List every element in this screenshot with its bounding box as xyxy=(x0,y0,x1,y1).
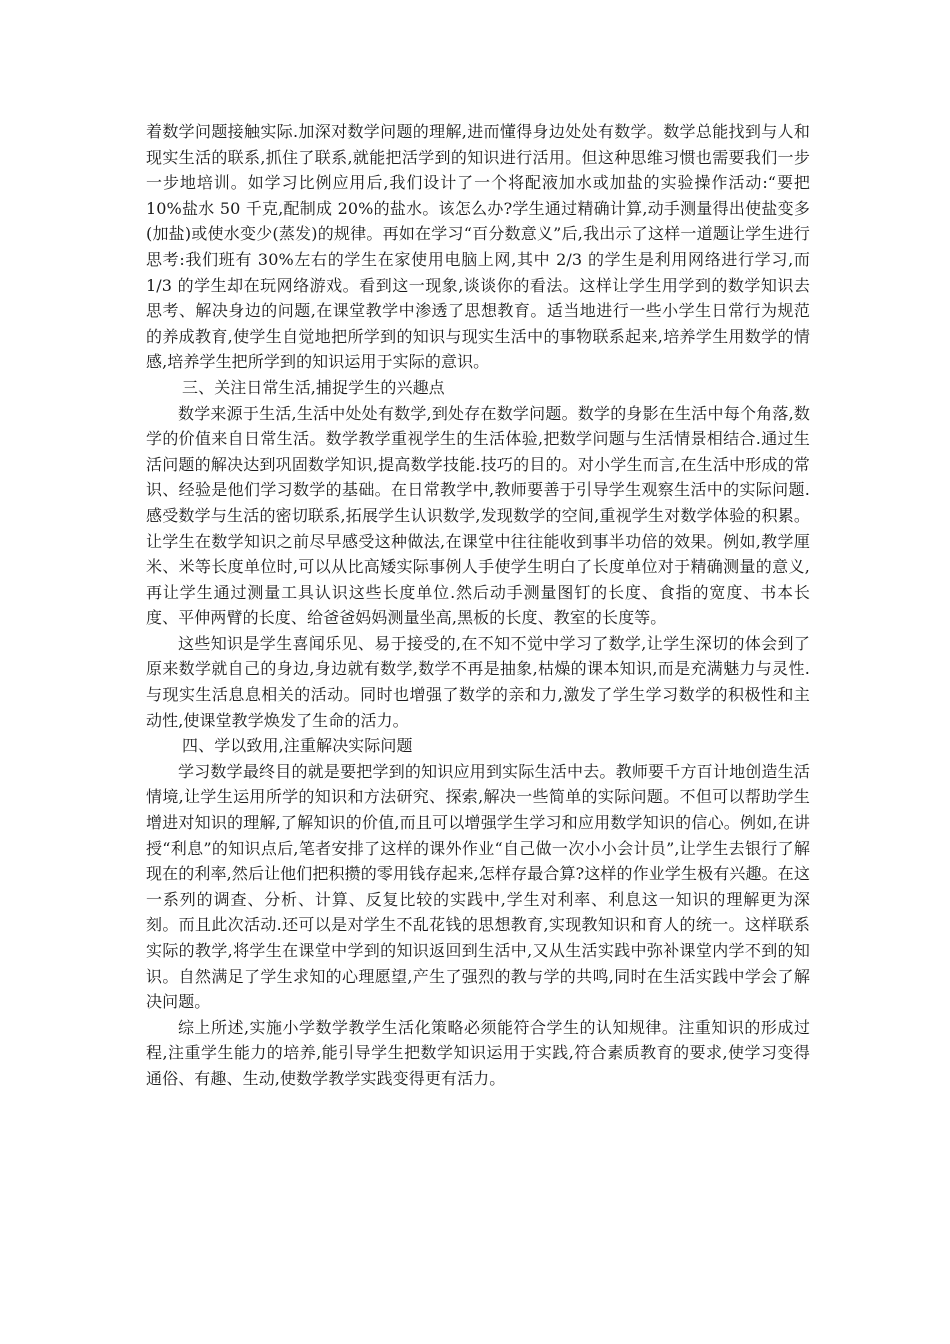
paragraph-section-3-followup: 这些知识是学生喜闻乐见、易于接受的,在不知不觉中学习了数学,让学生深切的体会到了原来数学就自己的身边,身边就有数学,数学不再是抽象,枯燥的课本知识,而是充满魅力与灵性.与现实生活息息相关的活动。同时也增强了数学的亲和力,激发了学生学习数学的积极性和主动性,使课堂教学焕发了生命的活力。 xyxy=(146,633,810,730)
paragraph-section-4-body: 学习数学最终目的就是要把学到的知识应用到实际生活中去。教师要千方百计地创造生活情境,让学生运用所学的知识和方法研究、探索,解决一些简单的实际问题。不但可以帮助学生增进对知识的理解,了解知识的价值,而且可以增强学生学习和应用数学知识的信心。例如,在讲授“利息”的知识点后,笔者安排了这样的课外作业“自己做一次小小会计员”,让学生去银行了解现在的利率,然后让他们把积攒的零用钱存起来,怎样存最合算?这样的作业学生极有兴趣。在这一系列的调查、分析、计算、反复比较的实践中,学生对利率、利息这一知识的理解更为深刻。而且此次活动.还可以是对学生不乱花钱的思想教育,实现教知识和育人的统一。这样联系实际的教学,将学生在课堂中学到的知识返回到生活中,又从生活实践中弥补课堂内学不到的知识。自然满足了学生求知的心理愿望,产生了强烈的教与学的共鸣,同时在生活实践中学会了解决问题。 xyxy=(146,761,810,1012)
paragraph-conclusion: 综上所述,实施小学数学教学生活化策略必须能符合学生的认知规律。注重知识的形成过程,注重学生能力的培养,能引导学生把数学知识运用于实践,符合素质教育的要求,使学习变得通俗、有趣、生动,使数学教学实践变得更有活力。 xyxy=(146,1017,810,1088)
paragraph-section-3-body: 数学来源于生活,生活中处处有数学,到处存在数学问题。数学的身影在生活中每个角落,数学的价值来自日常生活。数学教学重视学生的生活体验,把数学问题与生活情景相结合.通过生活问题的解决达到巩固数学知识,提高数学技能.技巧的目的。对小学生而言,在生活中形成的常识、经验是他们学习数学的基础。在日常教学中,教师要善于引导学生观察生活中的实际问题.感受数学与生活的密切联系,拓展学生认识数学,发现数学的空间,重视学生对数学体验的积累。让学生在数学知识之前尽早感受这种做法,在课堂中往往能收到事半功倍的效果。例如,教学厘米、米等长度单位时,可以从比高矮实际事例人手使学生明白了长度单位对于精确测量的意义,再让学生通过测量工具认识这些长度单位.然后动手测量图钉的长度、食指的宽度、书本长度、平伸两臂的长度、给爸爸妈妈测量坐高,黑板的长度、教室的长度等。 xyxy=(146,403,810,628)
section-heading-3: 三、关注日常生活,捕捉学生的兴趣点 xyxy=(182,377,445,397)
document-body xyxy=(146,119,810,1092)
paragraph-intro: 着数学问题接触实际.加深对数学问题的理解,进而懂得身边处处有数学。数学总能找到与人和现实生活的联系,抓住了联系,就能把活学到的知识进行活用。但这种思维习惯也需要我们一步一步地培训。如学习比例应用后,我们设计了一个将配液加水或加盐的实验操作活动:“要把 10%盐水 50 千克,配制成 20%的盐水。该怎么办?学生通过精确计算,动手测量得出使盐变多(加盐)或使水变少(蒸发)的规律。再如在学习“百分数意义”后,我出示了这样一道题让学生进行思考:我们班有 30%左右的学生在家使用电脑上网,其中 2/3 的学生是利用网络进行学习,而 1/3 的学生却在玩网络游戏。看到这一现象,谈谈你的看法。这样让学生用学到的数学知识去思考、解决身边的问题,在课堂教学中渗透了思想教育。适当地进行一些小学生日常行为规范的养成教育,使学生自觉地把所学到的知识与现实生活中的事物联系起来,培养学生用数学的情感,培养学生把所学到的知识运用于实际的意识。 xyxy=(146,122,810,372)
section-heading-4: 四、学以致用,注重解决实际问题 xyxy=(182,736,413,756)
